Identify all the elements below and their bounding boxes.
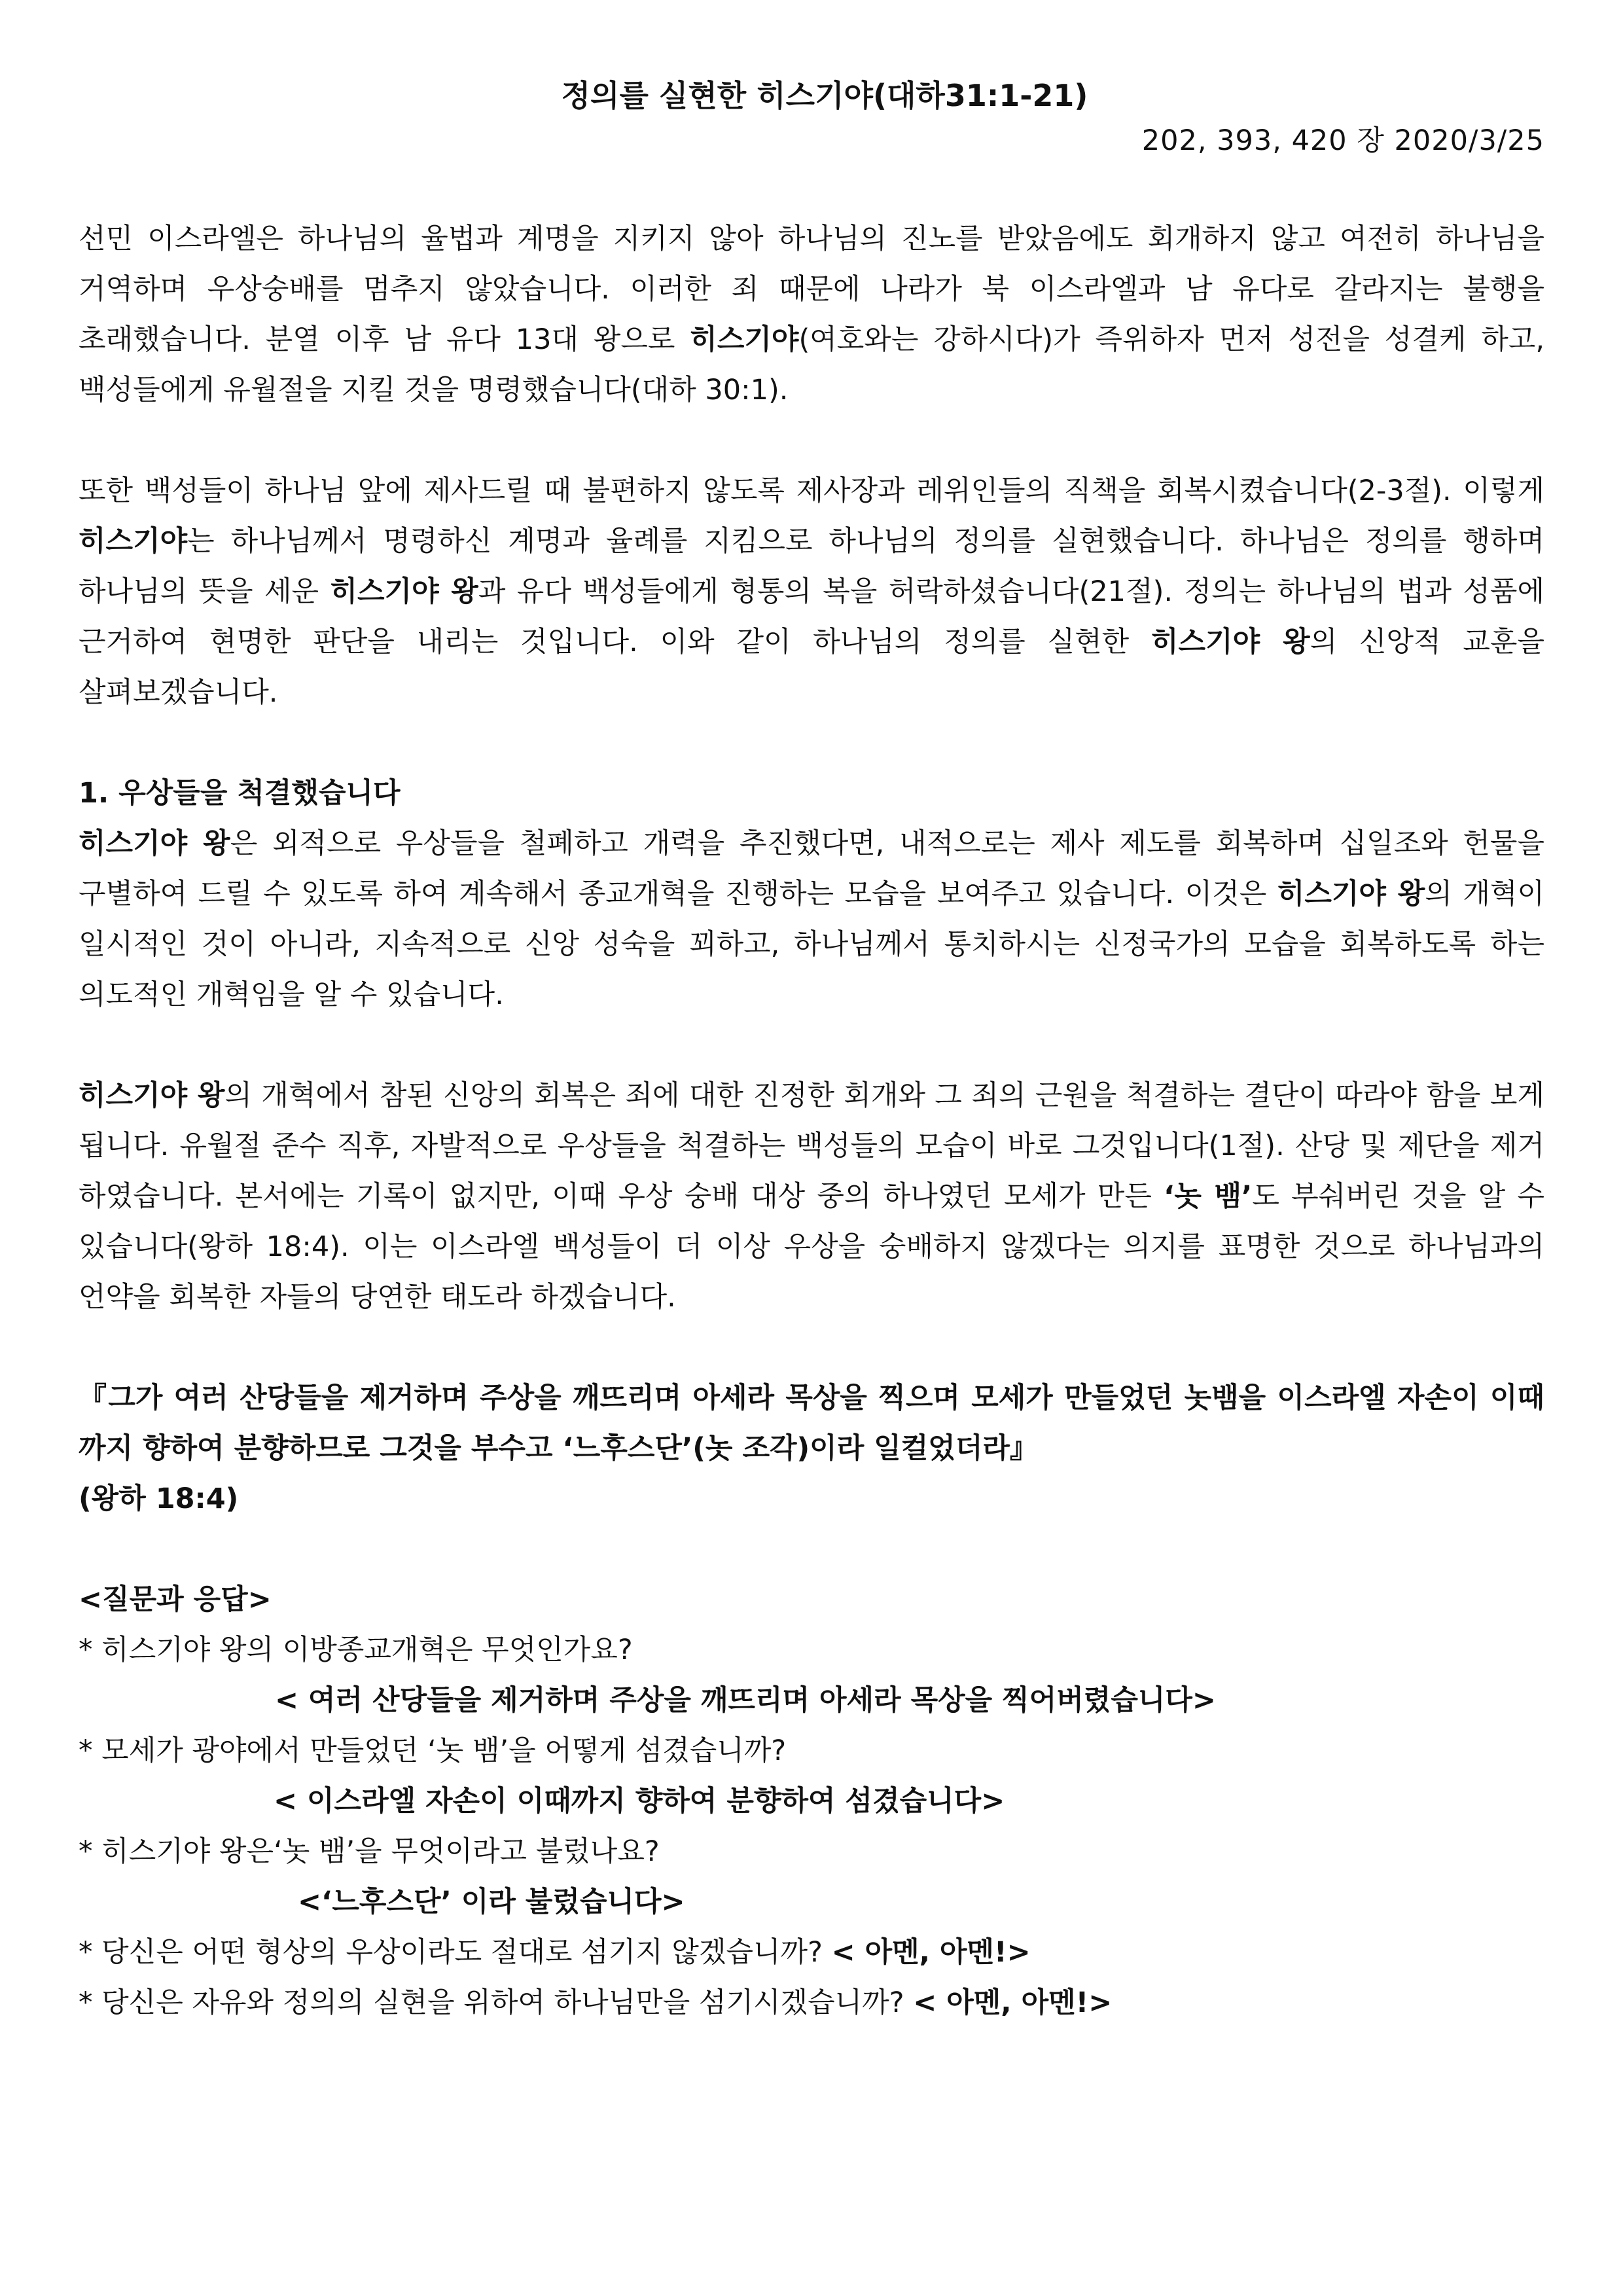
answer-4: < 아멘, 아멘!> bbox=[831, 1936, 1031, 1969]
text-run: 의 신앙적 교훈을 살펴보겠습니다. bbox=[79, 626, 1545, 709]
scripture-reference: (왕하 18:4) bbox=[79, 1482, 239, 1515]
question-3: * 히스기야 왕은‘놋 뱀’을 무엇이라고 불렀나요? bbox=[79, 1835, 660, 1868]
text-run: 또한 백성들이 하나님 앞에 제사드릴 때 불편하지 않도록 제사장과 레위인들의 직책을 회복시켰습니다(2-3절). 이렇게 bbox=[79, 475, 1544, 507]
hymn-and-date: 202, 393, 420 장 2020/3/25 bbox=[1141, 124, 1544, 157]
text-run: 과 유다 백성들에게 형통의 복을 허락하셨습니다(21절). 정의는 하나님의 법과 성품에 근거하여 현명한 판단을 내리는 것입니다. 이와 같이 하나님의 정의를 실현한 bbox=[79, 575, 1545, 658]
text-run: 의 개혁이 일시적인 것이 아니라, 지속적으로 신앙 성숙을 꾀하고, 하나님께서 통치하시는 신정국가의 모습을 회복하도록 하는 의도적인 개혁임을 알 수 있습니다. bbox=[79, 878, 1544, 1011]
question-5 bbox=[79, 1978, 1544, 2028]
section-paragraph-1 bbox=[79, 819, 1544, 1020]
text-run: 선민 이스라엘은 하나님의 율법과 계명을 지키지 않아 하나님의 진노를 받았음에도 회개하지 않고 여전히 하나님을 거역하며 우상숭배를 멈추지 않았습니다. 이러한 죄 때문에 나라가 북 이스라엘과 남 유다로 갈라지는 불행을 초래했습니다. 분열 이후 남 유다 13대 왕으로 bbox=[79, 223, 1544, 356]
text-run: (여호와는 강하시다)가 즉위하자 먼저 성전을 성결케 하고, 백성들에게 유월절을 지킬 것을 명령했습니다(대하 30:1). bbox=[79, 323, 1544, 406]
section-paragraph-2 bbox=[79, 1071, 1544, 1323]
spacer bbox=[79, 1524, 1544, 1575]
answer-1: < 여러 산당들을 제거하며 주상을 깨뜨리며 아세라 목상을 찍어버렸습니다> bbox=[275, 1684, 1216, 1717]
text-run: 의 개혁에서 참된 신앙의 회복은 죄에 대한 진정한 회개와 그 죄의 근원을 척결하는 결단이 따라야 함을 보게 됩니다. 유월절 준수 직후, 자발적으로 우상들을 척결하는 백성들의 모습이 바로 그것입니다(1절). 산당 및 제단을 제거 하였습니다. 본서에는 기록이 없지만, 이때 우상 숭배 대상 중의 하나였던 모세가 만든 bbox=[79, 1079, 1544, 1213]
scripture-quote: 『그가 여러 산당들을 제거하며 주상을 깨뜨리며 아세라 목상을 찍으며 모세가 만들었던 놋뱀을 이스라엘 자손이 이때까지 향하여 분향하므로 그것을 부수고 ‘느후스단’(놋 조각)이라 일컬었더라』 bbox=[79, 1382, 1544, 1465]
document-title: 정의를 실현한 히스기야(대하31:1-21) bbox=[561, 78, 1088, 113]
intro-paragraph-2 bbox=[79, 466, 1544, 718]
qa-heading: <질문과 응답> bbox=[79, 1583, 272, 1616]
spacer bbox=[79, 1020, 1544, 1071]
text-run: 도 부숴버린 것을 알 수 있습니다(왕하 18:4). 이는 이스라엘 백성들이 더 이상 우상을 숭배하지 않겠다는 의지를 표명한 것으로 하나님과의 언약을 회복한 자들의 당연한 태도라 하겠습니다. bbox=[79, 1180, 1545, 1314]
question-2: * 모세가 광야에서 만들었던 ‘놋 뱀’을 어떻게 섬겼습니까? bbox=[79, 1734, 787, 1767]
intro-paragraph-1 bbox=[79, 214, 1544, 416]
bold-run: 히스기야 bbox=[690, 323, 799, 356]
bold-run: 히스기야 왕 bbox=[79, 827, 230, 860]
question-5-text: * 당신은 자유와 정의의 실현을 위하여 하나님만을 섬기시겠습니까? bbox=[79, 1986, 904, 2019]
bold-run: 히스기야 왕 bbox=[330, 575, 478, 608]
document-page bbox=[79, 73, 1544, 2028]
spacer bbox=[79, 416, 1544, 466]
answer-2: < 이스라엘 자손이 이때까지 향하여 분향하여 섬겼습니다> bbox=[274, 1785, 1005, 1818]
question-1: * 히스기야 왕의 이방종교개혁은 무엇인가요? bbox=[79, 1634, 633, 1666]
bold-run: 히스기야 왕 bbox=[1277, 878, 1425, 910]
spacer bbox=[79, 1323, 1544, 1373]
spacer bbox=[79, 164, 1544, 214]
bold-run: 히스기야 왕 bbox=[79, 1079, 225, 1112]
bold-run: 히스기야 bbox=[79, 525, 188, 558]
question-4 bbox=[79, 1928, 1544, 1978]
text-run: 은 외적으로 우상들을 철폐하고 개력을 추진했다면, 내적으로는 제사 제도를 회복하며 십일조와 헌물을 구별하여 드릴 수 있도록 하여 계속해서 종교개혁을 진행하는 모습을 보여주고 있습니다. 이것은 bbox=[79, 827, 1544, 910]
bold-run: ‘놋 뱀’ bbox=[1164, 1180, 1253, 1213]
answer-5: < 아멘, 아멘!> bbox=[913, 1986, 1113, 2019]
text-run: 는 하나님께서 명령하신 계명과 율례를 지킴으로 하나님의 정의를 실현했습니다. 하나님은 정의를 행하며 하나님의 뜻을 세운 bbox=[79, 525, 1544, 608]
bold-run: 히스기야 왕 bbox=[1150, 626, 1310, 658]
question-4-text: * 당신은 어떤 형상의 우상이라도 절대로 섬기지 않겠습니까? bbox=[79, 1936, 823, 1969]
section-heading: 1. 우상들을 척결했습니다 bbox=[79, 777, 401, 810]
answer-3: <‘느후스단’ 이라 불렀습니다> bbox=[298, 1886, 685, 1918]
spacer bbox=[79, 718, 1544, 768]
